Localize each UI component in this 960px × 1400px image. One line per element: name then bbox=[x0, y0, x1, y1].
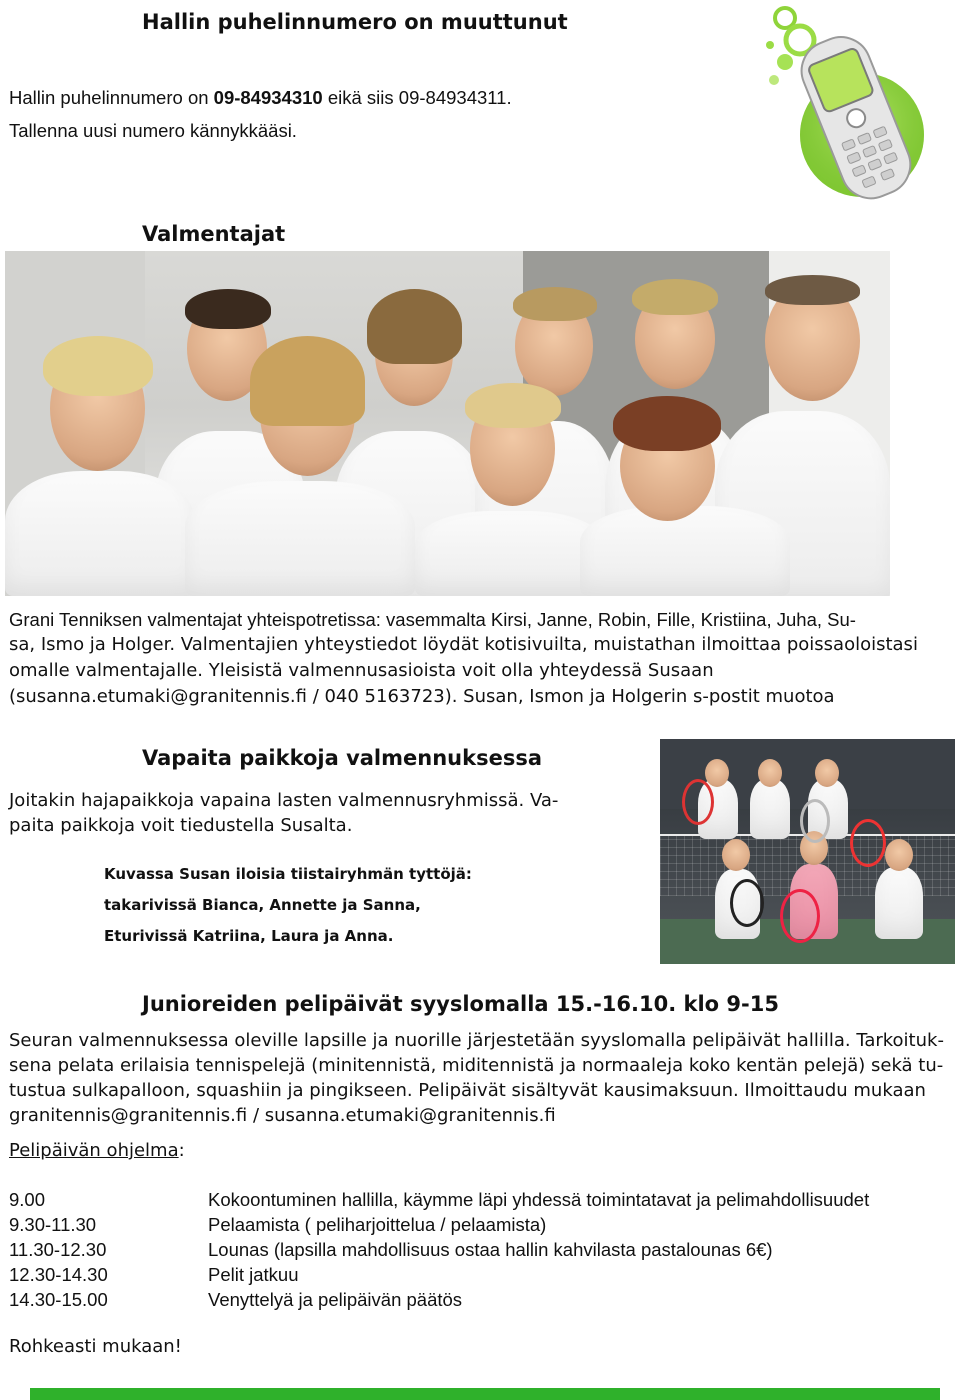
photo-caption-line: takarivissä Bianca, Annette ja Sanna, bbox=[104, 896, 421, 914]
phone-change-title: Hallin puhelinnumero on muuttunut bbox=[142, 10, 568, 34]
bottom-green-divider bbox=[30, 1388, 940, 1400]
program-time: 14.30-15.00 bbox=[9, 1289, 108, 1310]
junior-play-days-title: Junioreiden pelipäivät syyslomalla 15.-16.10. klo 9-15 bbox=[142, 992, 779, 1016]
program-desc: Kokoontuminen hallilla, käymme läpi yhdessä toimintatavat ja pelimahdollisuudet bbox=[208, 1189, 870, 1210]
phone-line-suffix: eikä siis 09-84934311. bbox=[322, 87, 512, 108]
program-row bbox=[9, 1237, 869, 1262]
program-row bbox=[9, 1212, 869, 1237]
junior-play-days-body bbox=[9, 1028, 954, 1128]
program-time: 12.30-14.30 bbox=[9, 1264, 108, 1285]
new-phone-number: 09-84934310 bbox=[213, 87, 323, 108]
kids-photo-caption bbox=[104, 859, 624, 952]
program-time: 9.00 bbox=[9, 1189, 46, 1210]
caption-line: omalle valmentajalle. Yleisistä valmennusasioista voit olla yhteydessä Susaan bbox=[9, 660, 714, 681]
body-line: granitennis@granitennis.fi / susanna.etumaki@granitennis.fi bbox=[9, 1105, 556, 1126]
program-table bbox=[9, 1187, 869, 1312]
open-spots-body bbox=[9, 788, 569, 838]
program-row bbox=[9, 1187, 869, 1212]
coaches-caption bbox=[9, 607, 949, 710]
coaches-group-photo bbox=[5, 251, 890, 596]
body-line: paita paikkoja voit tiedustella Susalta. bbox=[9, 815, 353, 836]
photo-caption-line: Eturivissä Katriina, Laura ja Anna. bbox=[104, 927, 394, 945]
program-heading bbox=[9, 1139, 185, 1163]
program-time: 11.30-12.30 bbox=[9, 1239, 107, 1260]
kids-group-photo bbox=[660, 739, 955, 964]
body-line: tustua sulkapalloon, squashiin ja pingikseen. Pelipäivät sisältyvät kausimaksuun. Ilmoittaudu mukaan bbox=[9, 1080, 926, 1101]
program-time: 9.30-11.30 bbox=[9, 1214, 97, 1235]
program-heading-text: Pelipäivän ohjelma bbox=[9, 1140, 179, 1161]
body-line: Joitakin hajapaikkoja vapaina lasten valmennusryhmissä. Va- bbox=[9, 790, 559, 811]
caption-line: Grani Tenniksen valmentajat yhteispotretissa: vasemmalta Kirsi, Janne, Robin, Fille, Kristiina, Juha, Su- bbox=[9, 609, 856, 630]
program-heading-colon: : bbox=[178, 1140, 185, 1161]
program-desc: Venyttelyä ja pelipäivän päätös bbox=[208, 1289, 463, 1310]
mobile-phone-illustration bbox=[760, 0, 960, 215]
body-line: sena pelata erilaisia tennispelejä (minitennistä, miditennistä ja normaaleja koko kentän pelejä) sekä tu- bbox=[9, 1055, 944, 1076]
program-desc: Pelit jatkuu bbox=[208, 1264, 299, 1285]
program-desc: Lounas (lapsilla mahdollisuus ostaa hallin kahvilasta pastalounas 6€) bbox=[208, 1239, 773, 1260]
phone-change-line1 bbox=[9, 85, 512, 111]
coaches-title: Valmentajat bbox=[142, 222, 286, 246]
phone-change-line2: Tallenna uusi numero kännykkääsi. bbox=[9, 120, 297, 141]
phone-line-prefix: Hallin puhelinnumero on bbox=[9, 87, 214, 108]
program-row bbox=[9, 1262, 869, 1287]
photo-caption-line: Kuvassa Susan iloisia tiistairyhmän tyttöjä: bbox=[104, 865, 472, 883]
body-line: Seuran valmennuksessa oleville lapsille ja nuorille järjestetään syyslomalla pelipäivät hallilla. Tarkoituk- bbox=[9, 1030, 944, 1051]
program-row bbox=[9, 1287, 869, 1312]
closing-text: Rohkeasti mukaan! bbox=[9, 1336, 182, 1357]
caption-line: (susanna.etumaki@granitennis.fi / 040 5163723). Susan, Ismon ja Holgerin s-postit muotoa bbox=[9, 686, 835, 707]
open-spots-title: Vapaita paikkoja valmennuksessa bbox=[142, 746, 542, 770]
mobile-phone-icon bbox=[760, 0, 960, 215]
program-schedule bbox=[9, 1187, 954, 1312]
caption-line: sa, Ismo ja Holger. Valmentajien yhteystiedot löydät kotisivuilta, muistathan ilmoittaa poissaoloistasi bbox=[9, 634, 918, 655]
program-desc: Pelaamista ( peliharjoittelua / pelaamista) bbox=[208, 1214, 547, 1235]
